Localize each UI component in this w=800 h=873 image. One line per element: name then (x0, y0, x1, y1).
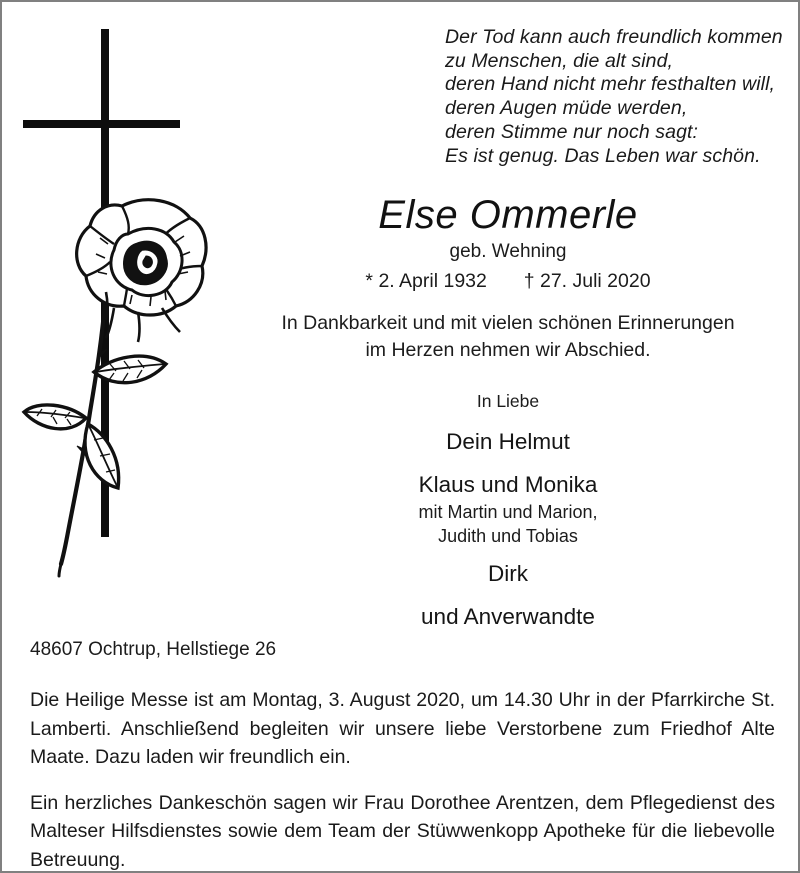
memoriam-line: In Dankbarkeit und mit vielen schönen Erinnerungen (281, 312, 735, 335)
poem-line: Es ist genug. Das Leben war schön. (445, 144, 761, 167)
poem-line: zu Menschen, die alt sind, (445, 49, 674, 72)
cross-and-rose-illustration (10, 20, 230, 580)
thanks-paragraph: Ein herzliches Dankeschön sagen wir Frau Dorothee Arentzen, dem Pflegedienst des Malteser Hilfsdienstes sowie dem Team der Stüwwenkopp Apotheke für die liebevolle Betreuung. (30, 791, 775, 871)
death-cross-icon: † (523, 270, 535, 293)
birth-symbol-icon: * (365, 270, 374, 293)
poem-line: deren Hand nicht mehr festhalten will, (445, 73, 776, 96)
deceased-maiden-name: geb. Wehning (449, 241, 567, 263)
funeral-service-paragraph: Die Heilige Messe ist am Montag, 3. August 2020, um 14.30 Uhr in der Pfarrkirche St. Lamberti. Anschließend begleiten wir unsere liebe Verstorbene zum Friedhof Alte Maate. Dazu laden wir freundlich ein. (30, 689, 775, 768)
notice-text-column (232, 26, 784, 632)
poem-line: Der Tod kann auch freundlich kommen (445, 26, 783, 48)
family-member: Dirk (488, 561, 528, 587)
life-dates (232, 268, 784, 294)
death-date: 27. Juli 2020 (539, 270, 651, 293)
family-signatures (232, 389, 784, 632)
spacer (232, 548, 784, 558)
family-member: Dein Helmut (446, 429, 570, 455)
spacer (232, 457, 784, 469)
family-address: 48607 Ochtrup, Hellstiege 26 (30, 639, 277, 660)
deceased-name: Else Ommerle (378, 193, 638, 238)
poem-line: deren Stimme nur noch sagt: (445, 120, 699, 143)
family-member-sub: Judith und Tobias (438, 526, 578, 547)
family-member: und Anverwandte (421, 604, 595, 630)
family-intro: In Liebe (476, 391, 540, 412)
service-details (30, 686, 775, 873)
spacer (232, 589, 784, 601)
birth-date: 2. April 1932 (378, 270, 487, 293)
family-member-sub: mit Martin und Marion, (418, 502, 598, 523)
memorial-poem (232, 26, 784, 168)
memoriam-line: im Herzen nehmen wir Abschied. (365, 338, 651, 361)
poem-line: deren Augen müde werden, (445, 97, 688, 120)
spacer (232, 414, 784, 426)
family-member: Klaus und Monika (418, 472, 598, 498)
rose-icon (24, 200, 206, 576)
memoriam-text (232, 310, 784, 363)
